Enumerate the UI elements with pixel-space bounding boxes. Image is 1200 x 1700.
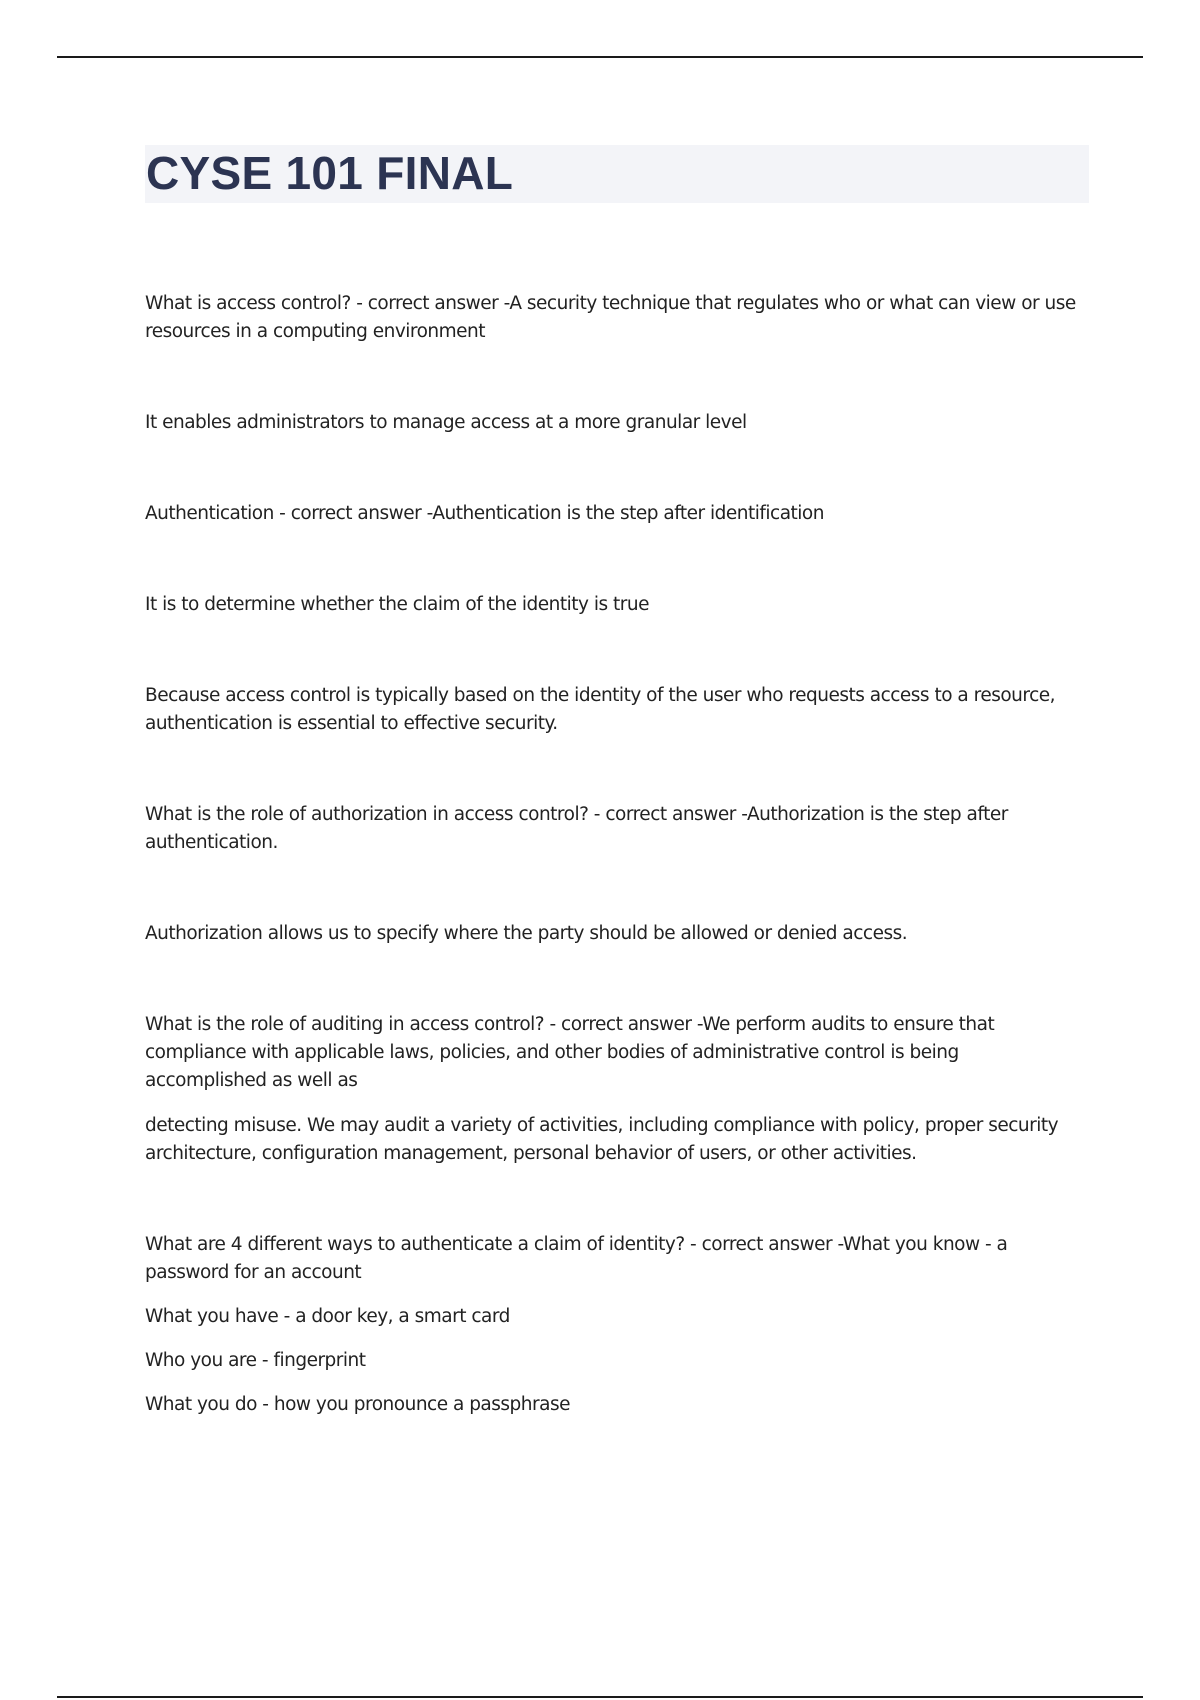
- page-title: CYSE 101 FINAL: [146, 147, 514, 199]
- paragraph-detecting-misuse: detecting misuse. We may audit a variety of activities, including compliance with policy, proper security architecture, configuration management, personal behavior of users, or other activities.: [145, 1115, 1059, 1164]
- paragraph-auditing-role: What is the role of auditing in access control? - correct answer -We perform audits to ensure that compliance with applicable laws, policies, and other bodies of administrative control is being accomplished as well as: [145, 1014, 995, 1091]
- paragraph-granular-access: It enables administrators to manage access at a more granular level: [145, 412, 747, 433]
- paragraph-authentication-essential: Because access control is typically based on the identity of the user who requests access to a resource, authentication is essential to effective security.: [145, 685, 1056, 734]
- list-item-what-you-do: What you do - how you pronounce a passphrase: [145, 1394, 570, 1415]
- paragraph-authorization-role: What is the role of authorization in access control? - correct answer -Authorization is the step after authentication.: [145, 804, 1008, 853]
- document-body: [145, 290, 1085, 1419]
- list-item-what-you-have: What you have - a door key, a smart card: [145, 1306, 510, 1327]
- paragraph-authentication-ways: What are 4 different ways to authenticate a claim of identity? - correct answer -What you know - a password for an account: [145, 1234, 1008, 1283]
- bottom-rule: [57, 1696, 1143, 1698]
- paragraph-authorization-scope: Authorization allows us to specify where the party should be allowed or denied access.: [145, 923, 908, 944]
- top-rule: [57, 56, 1143, 58]
- paragraph-access-control: What is access control? - correct answer -A security technique that regulates who or what can view or use resources in a computing environment: [145, 293, 1076, 342]
- paragraph-identity-claim: It is to determine whether the claim of the identity is true: [145, 594, 649, 615]
- list-item-who-you-are: Who you are - fingerprint: [145, 1350, 366, 1371]
- paragraph-authentication: Authentication - correct answer -Authentication is the step after identification: [145, 503, 824, 524]
